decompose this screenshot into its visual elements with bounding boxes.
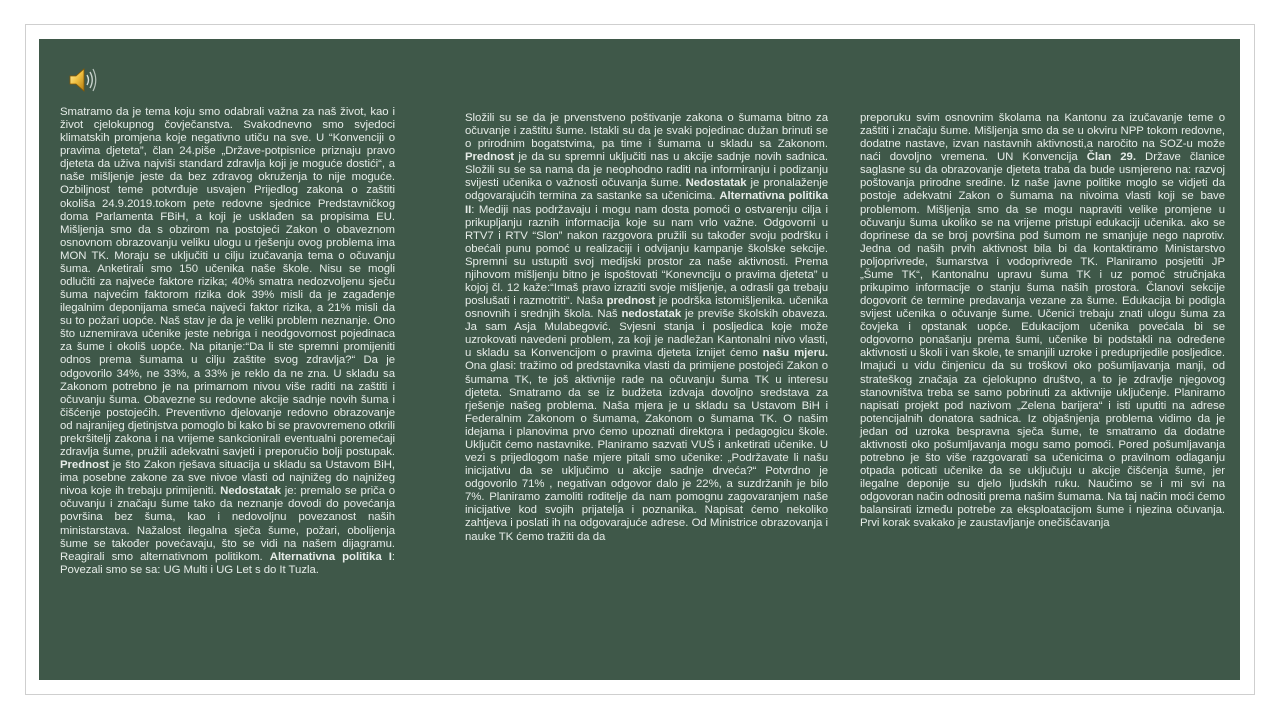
text-run: je: premalo se priča o očuvanju i značaju šume tako da neznanje dovodi do povećanja površina bez šuma, kao i nedovoljnu povezanost naših ministarstava. Nažalost ilegalna sječa šume, požari, obolijenja šume se također povećavaju, što se vidi na našem dijagramu. Reagirali smo alternativnom politikom. <box>60 485 395 563</box>
text-run: Države članice saglasne su da obrazovanje djeteta traba da bude usmjereno na: razvoj poštovanja prirodne sredine. Iz naše javne politike moglo se vidjeti da postoje adekvatni Zakon o šumama na nivoima vlasti koji se bave problemom. Mišljenja smo da se mogu napraviti velike promjene u očuvanju šuma ukoliko se na vrijeme pristupi edukaciji učenika. ako se doprinese da se broj površina pod šumom ne smanjuje nego naprotiv. Jedna od naših prvih aktivnost bila bi da kontaktiramo Ministarstvo poljoprivrede, šumarstva i vodoprivrede TK. Planiramo posjetiti JP „Šume TK“, Kantonalnu upravu šuma TK i uz pomoć stručnjaka prikupimo informacije o stanju šuma naših prostora. Članovi sekcije dogovorit će termine predavanja vezane za šume. Edukacija bi podigla svijest učenika o očuvanje šume. Učenici trebaju znati ulogu šuma za čovjeka i opstanak uopće. Edukacijom učenika povećala bi se odgovorno ponašanju prema šumi, učenike bi podstakli na određene aktivnosti u školi i van škole, te smanjili uzroke i predupriјedile posljedice. Imajući u vidu činjenicu da su troškovi oko pošumljavanja manji, od strateškog značaja za cjelokupno društvo, a to je zdravlje njegovog stanovništva treba se samo pobrinuti za aktivnije uključenje. Planiramo napisati projekt pod nazivom „Zelena barijera“ i isti uputiti na adrese potencijalnih donatora sadnica. Iz objašnjenja problema vidimo da je jedan od uzroka bespravna sječa šume, te smatramo da dodatne aktivnosti oko pošumljavanja mogu samo pomoći. Pored pošumljavanja potrebno je što više razgovarati sa učenicima o pravilnom odlaganju otpada poticati učenike da se uključuju u akcije čišćenja šume, jer ilegalne deponije su djelo ljudskih ruku. Naučimo se i mi svi na odgovoran način odnositi prema našim šumama. Na taj način moći ćemo balansirati između potrebe za eksploatacijom šume i njezina očuvanja. Prvi korak svakako je zaustavljanje onečišćavanja <box>860 151 1225 530</box>
text-run: je da su spremni uključiti nas u akcije sadnje novih sadnica. Složili su se sa nama da je neophodno raditi na informiranju i podizanju svijesti učenika o važnosti očuvanja šume. <box>465 151 828 190</box>
bold-term: prednost <box>606 295 655 308</box>
bold-term: Alternativna politika II <box>465 190 828 216</box>
bold-term: Prednost <box>60 459 109 472</box>
text-column-3 <box>860 112 1225 531</box>
text-run: Ona glasi: tražimo od predstavnika vlasti da primijene postojeći Zakon o šumama TK, te još aktivnije rade na očuvanju šuma TK u interesu djeteta. Smatramo da se iz budžeta izdvaja dovoljno sredstava za rješenje našeg problema. Naša mjera je u skladu sa Ustavom BiH i Federalnim Zakonom o šumama, Zakonom o šumama TK. O našim idejama i planovima prvo ćemo upoznati direktora i pedagogicu škole. Uključit ćemo nastavnike. Planiramo sazvati VUŠ i anketirati učenike. U vezi s prijedlogom naše mjere pitali smo učenike: „Podržavate li našu inicijativu da se uključimo u akcije sadnje drveća?“ Potvrdno je odgovorilo 71% , negativan odgovor dalo je 22%, a suzdržanih je bilo 7%. Planiramo zamoliti roditelje da nam pomognu zagovaranjem naše inicijative kod svojih prijatelja i poznanika. Napisat ćemo nekoliko zahtjeva i poslati ih na odgovarajuće adrese. Od Ministrice obrazovanja i nauke TK ćemo tražiti da da <box>465 360 828 543</box>
text-column-1 <box>60 106 395 577</box>
bold-term: Alternativna politika I <box>269 550 392 563</box>
speaker-sound-icon[interactable] <box>66 64 98 96</box>
text-run: preporuku svim osnovnim školama na Kantonu za izučavanje teme o zaštiti i značaju šume. Mišljenja smo da se u okviru NPP tokom redovne, dodatne nastave, izvan nastavnih aktivnosti,a naročito na SOZ-u može naći dovoljno vremena. UN Konvencija <box>860 112 1225 164</box>
text-run: : Mediji nas podržavaju i mogu nam dosta pomoći o ostvarenju cilja i prikupljanju raznih informacija koje su nam vrlo važne. Odgovorni u RTV7 i RTV “Slon” nakon razgovora pružili su također svoju podršku i obećali punu pomoć u realizaciji i odvijanju kampanje školske sekcije. Spremni su ustupiti svoj medijski prostor za naše aktivnosti. Prema njihovom mišljenju bitno je ispoštovati “Konevnciju o pravima djeteta” u kojoj čl. 12 kaže:“Imaš pravo izraziti svoje mišljenje, a odrasli ga trebaju poslušati i razmotriti“. Naša <box>465 203 828 308</box>
text-run: Smatramo da je tema koju smo odabrali važna za naš život, kao i život cjelokupnog čovječanstva. Svakodnevno smo svjedoci klimatskih promjena koje negativno utiču na sve. U “Konvenciji o pravima djeteta”, član 24.piše „Države-potpisnice priznaju pravo djeteta da uživa najviši standard zdravlja koji je moguće dostići“, a naše mišljenje jeste da bez zdravog okruženja to nije moguće. Ozbiljnost teme potvrđuje usvajen Prijedlog zakona o zaštiti okoliša 24.9.2019.tokom pete redovne sjednice Predstavničkog doma Parlamenta FBiH, a koji je usklađen sa propisima EU. Mišljenja smo da s obzirom na postojeći Zakon o obaveznom osnovnom obrazovanju veliku ulogu u rješenju ovog problema ima MON TK. Moraju se uključiti u cilju izučavanja tema o očuvanju šuma. Anketirali smo 150 učenika naše škole. Nisu se mogli odlučiti za najveće faktore rizika; 40% smatra nedozvoljenu sječu šuma najvećim faktorom rizika dok 39% misli da je zagađenje ilegalnim deponijama smeća najveći faktor rizika, a 21% misli da su to požari uopće. Naš stav je da je veliki problem neznanje. Ono što uznemirava učenike jeste nebriga i neodgovornost pojedinaca za šume i okoliš uopće. Na pitanje:“Da li ste spremni promijeniti odnos prema šumama u cilju zaštite svog zdravlja?“ Da je odgovorilo 34%, ne 33%, a 33% je reklo da ne zna. U skladu sa Zakonom potrebno je na primarnom nivou više raditi na zaštiti i očuvanju šuma. Obavezne su redovne akcije sadnje novih šuma i čišćenje postojećih. Preventivno djelovanje redovno obrazovanje od najranijeg djetinjstva pomoglo bi kako bi se pravovremeno otkrili prekršitelji zakona i na vrijeme sankcionirali eventualni poremećaji zdravlja šume, pružili adekvatni savjeti i preporučio bolji postupak. <box>60 106 395 459</box>
bold-term: nedostatak <box>621 308 682 321</box>
column-paragraph <box>60 106 395 577</box>
bold-term: našu mjeru. <box>762 347 828 360</box>
bold-term: Prednost <box>465 151 514 164</box>
bold-term: Član 29. <box>1086 151 1136 164</box>
text-run: Složili su se da je prvenstveno poštivanje zakona o šumama bitno za očuvanje i zaštitu šume. Istakli su da je svaki pojedinac dužan brinuti se o prirodnim bogatstvima, pa time i šumama u skladu sa Zakonom. <box>465 112 828 151</box>
text-run: je podrška istomišljenika. učenika osnovnih i srednjih škola. Naš <box>465 295 828 321</box>
column-paragraph <box>465 112 828 544</box>
bold-term: Nedostatak <box>220 485 282 498</box>
text-run: : Povezali smo se sa: UG Multi i UG Let s do It Tuzla. <box>60 550 395 576</box>
text-run: je pronalaženje odgovarajućih termina za sastanke sa učenicima. <box>465 177 829 203</box>
text-run: je previše školskih obaveza. Ja sam Asja Mulabegović. Svjesni stanja i posljedica koje može uzrokovati navedeni problem, za koji je nadležan Kantonalni nivo vlasti, u skladu sa Konvencijom o pravima djeteta iznijet ćemo <box>465 308 828 360</box>
bold-term: Nedostatak <box>685 177 747 190</box>
column-paragraph <box>860 112 1225 531</box>
text-column-2 <box>465 112 828 544</box>
text-run: je što Zakon rješava situacija u skladu sa Ustavom BiH, ima posebne zakone za sve nivoe vlasti od najnižeg do najnižeg nivoa koje ih trebaju primijeniti. <box>60 459 395 498</box>
